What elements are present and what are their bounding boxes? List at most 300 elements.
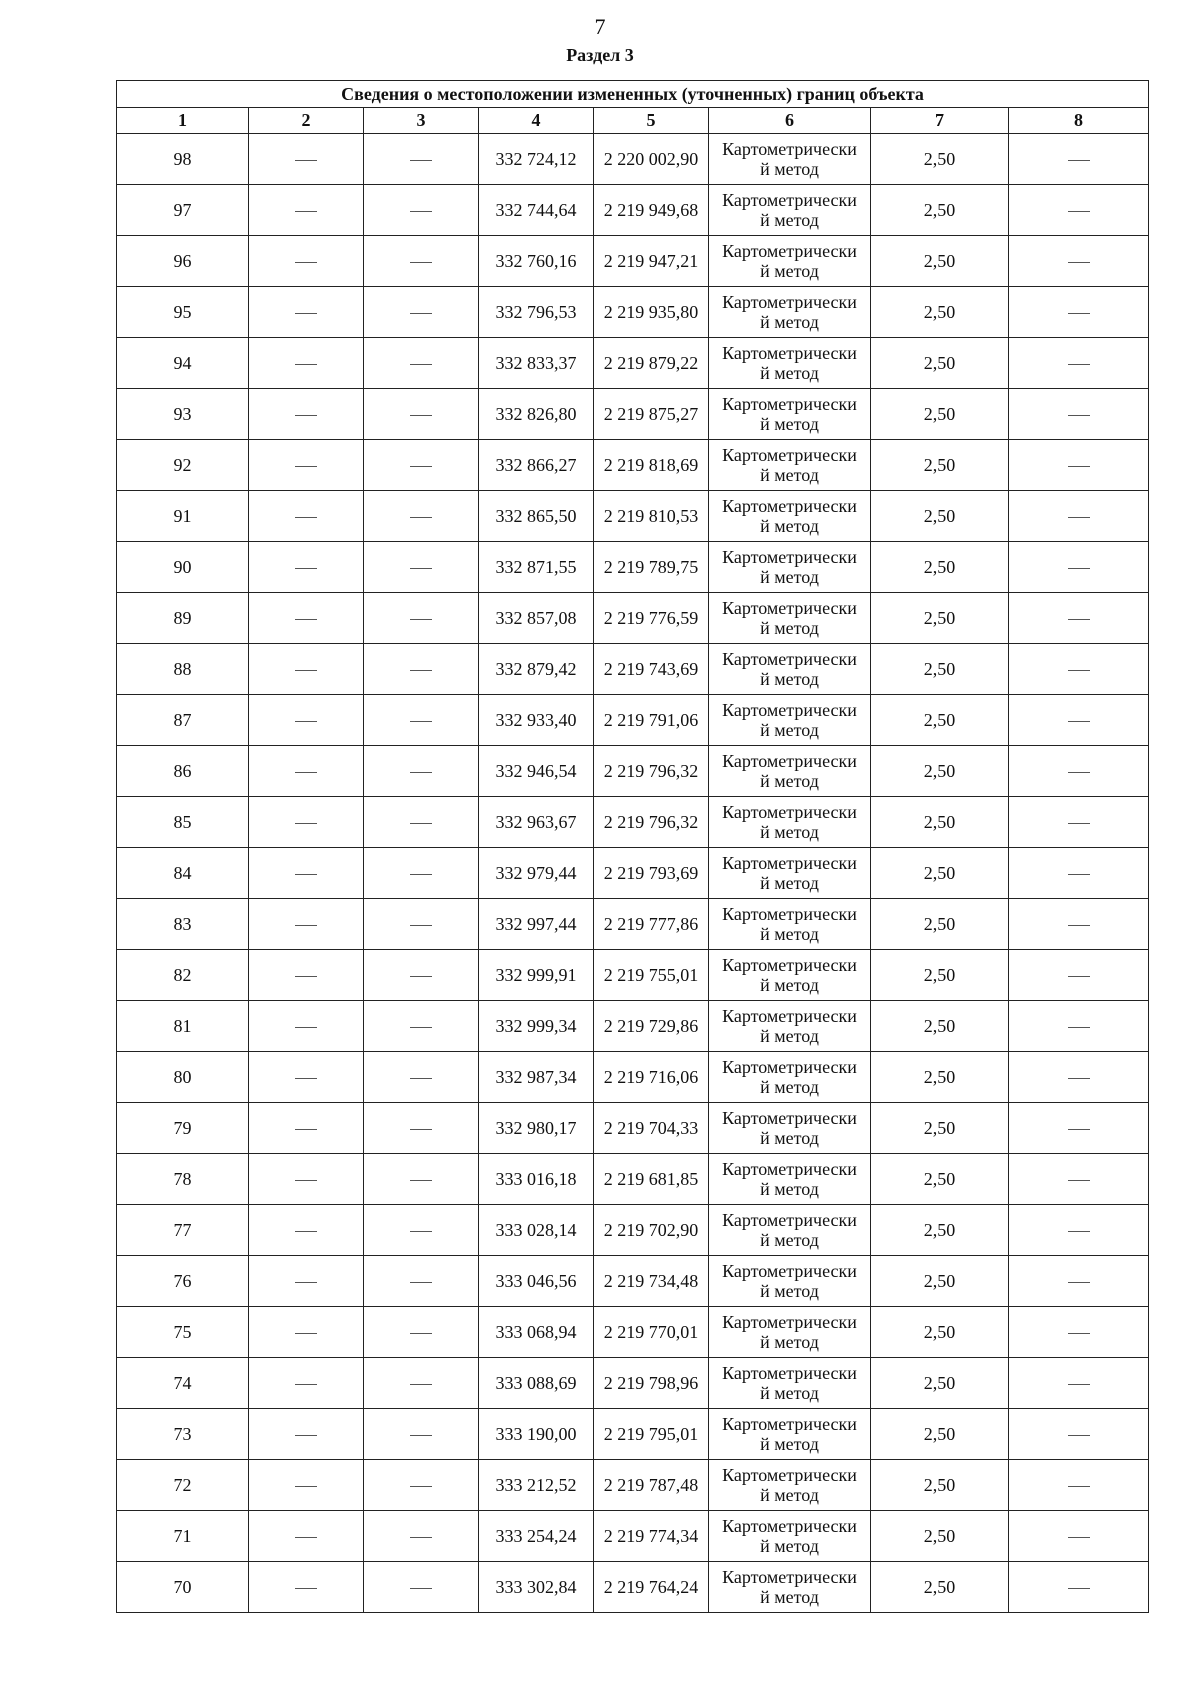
accuracy-cell: 2,50 (871, 848, 1009, 899)
table-row (117, 185, 1149, 236)
method-cell (709, 491, 871, 542)
column-number: 6 (709, 108, 871, 134)
empty-dash (1068, 568, 1090, 569)
column-8-cell (1009, 1562, 1149, 1613)
empty-dash (1068, 1231, 1090, 1232)
method-cell (709, 542, 871, 593)
method-line: Картометрически (722, 1567, 857, 1587)
x-coordinate-cell: 332 744,64 (479, 185, 594, 236)
table-row (117, 338, 1149, 389)
empty-dash (1068, 721, 1090, 722)
table-row (117, 644, 1149, 695)
method-line: Картометрически (722, 853, 857, 873)
empty-dash (410, 619, 432, 620)
point-number-cell: 97 (117, 185, 249, 236)
column-3-cell (364, 1256, 479, 1307)
method-line: й метод (760, 720, 819, 740)
column-2-cell (249, 1460, 364, 1511)
empty-dash (1068, 466, 1090, 467)
y-coordinate-cell: 2 219 791,06 (594, 695, 709, 746)
empty-dash (410, 1435, 432, 1436)
table-row (117, 1358, 1149, 1409)
column-8-cell (1009, 1358, 1149, 1409)
column-number: 5 (594, 108, 709, 134)
table-row (117, 440, 1149, 491)
y-coordinate-cell: 2 220 002,90 (594, 134, 709, 185)
table-row (117, 1307, 1149, 1358)
empty-dash (1068, 1537, 1090, 1538)
column-2-cell (249, 1256, 364, 1307)
column-3-cell (364, 1358, 479, 1409)
table-body (117, 134, 1149, 1613)
method-line: Картометрически (722, 1108, 857, 1128)
column-8-cell (1009, 746, 1149, 797)
method-line: й метод (760, 414, 819, 434)
column-2-cell (249, 848, 364, 899)
column-2-cell (249, 695, 364, 746)
column-2-cell (249, 899, 364, 950)
method-cell (709, 1511, 871, 1562)
method-line: Картометрически (722, 700, 857, 720)
accuracy-cell: 2,50 (871, 1103, 1009, 1154)
accuracy-cell: 2,50 (871, 1001, 1009, 1052)
empty-dash (1068, 415, 1090, 416)
column-3-cell (364, 338, 479, 389)
column-2-cell (249, 1052, 364, 1103)
method-line: Картометрически (722, 598, 857, 618)
y-coordinate-cell: 2 219 818,69 (594, 440, 709, 491)
column-8-cell (1009, 1205, 1149, 1256)
y-coordinate-cell: 2 219 875,27 (594, 389, 709, 440)
accuracy-cell: 2,50 (871, 644, 1009, 695)
empty-dash (295, 415, 317, 416)
column-3-cell (364, 950, 479, 1001)
column-3-cell (364, 1307, 479, 1358)
method-cell (709, 1358, 871, 1409)
empty-dash (295, 313, 317, 314)
column-number: 7 (871, 108, 1009, 134)
empty-dash (295, 517, 317, 518)
point-number-cell: 90 (117, 542, 249, 593)
column-2-cell (249, 1307, 364, 1358)
column-2-cell (249, 287, 364, 338)
x-coordinate-cell: 333 016,18 (479, 1154, 594, 1205)
y-coordinate-cell: 2 219 774,34 (594, 1511, 709, 1562)
column-2-cell (249, 491, 364, 542)
y-coordinate-cell: 2 219 879,22 (594, 338, 709, 389)
y-coordinate-cell: 2 219 776,59 (594, 593, 709, 644)
empty-dash (295, 1333, 317, 1334)
method-line: Картометрически (722, 802, 857, 822)
method-cell (709, 1001, 871, 1052)
column-3-cell (364, 1562, 479, 1613)
x-coordinate-cell: 332 980,17 (479, 1103, 594, 1154)
column-8-cell (1009, 1511, 1149, 1562)
accuracy-cell: 2,50 (871, 389, 1009, 440)
x-coordinate-cell: 332 796,53 (479, 287, 594, 338)
method-cell (709, 1460, 871, 1511)
column-2-cell (249, 797, 364, 848)
method-line: Картометрически (722, 649, 857, 669)
column-2-cell (249, 1511, 364, 1562)
accuracy-cell: 2,50 (871, 338, 1009, 389)
empty-dash (410, 1588, 432, 1589)
point-number-cell: 82 (117, 950, 249, 1001)
empty-dash (295, 1588, 317, 1589)
table-row (117, 236, 1149, 287)
method-line: й метод (760, 1026, 819, 1046)
method-cell (709, 644, 871, 695)
x-coordinate-cell: 332 999,91 (479, 950, 594, 1001)
empty-dash (1068, 1078, 1090, 1079)
empty-dash (295, 1486, 317, 1487)
method-line: Картометрически (722, 1465, 857, 1485)
accuracy-cell: 2,50 (871, 1460, 1009, 1511)
point-number-cell: 71 (117, 1511, 249, 1562)
point-number-cell: 89 (117, 593, 249, 644)
y-coordinate-cell: 2 219 787,48 (594, 1460, 709, 1511)
method-line: й метод (760, 1281, 819, 1301)
column-3-cell (364, 1001, 479, 1052)
empty-dash (1068, 160, 1090, 161)
method-line: й метод (760, 1230, 819, 1250)
empty-dash (295, 1384, 317, 1385)
y-coordinate-cell: 2 219 764,24 (594, 1562, 709, 1613)
column-8-cell (1009, 185, 1149, 236)
column-2-cell (249, 134, 364, 185)
y-coordinate-cell: 2 219 798,96 (594, 1358, 709, 1409)
method-line: Картометрически (722, 1210, 857, 1230)
table-row (117, 134, 1149, 185)
empty-dash (295, 160, 317, 161)
empty-dash (410, 466, 432, 467)
method-line: Картометрически (722, 904, 857, 924)
column-3-cell (364, 491, 479, 542)
empty-dash (295, 721, 317, 722)
column-3-cell (364, 185, 479, 236)
empty-dash (410, 364, 432, 365)
empty-dash (1068, 1435, 1090, 1436)
x-coordinate-cell: 332 946,54 (479, 746, 594, 797)
method-cell (709, 1154, 871, 1205)
column-8-cell (1009, 695, 1149, 746)
empty-dash (295, 772, 317, 773)
accuracy-cell: 2,50 (871, 1511, 1009, 1562)
empty-dash (1068, 1027, 1090, 1028)
empty-dash (295, 568, 317, 569)
point-number-cell: 78 (117, 1154, 249, 1205)
empty-dash (410, 415, 432, 416)
method-cell (709, 185, 871, 236)
method-line: й метод (760, 312, 819, 332)
method-line: й метод (760, 1434, 819, 1454)
column-3-cell (364, 1460, 479, 1511)
column-2-cell (249, 542, 364, 593)
column-3-cell (364, 389, 479, 440)
column-number: 4 (479, 108, 594, 134)
point-number-cell: 80 (117, 1052, 249, 1103)
column-8-cell (1009, 593, 1149, 644)
empty-dash (295, 976, 317, 977)
y-coordinate-cell: 2 219 777,86 (594, 899, 709, 950)
method-line: Картометрически (722, 241, 857, 261)
column-8-cell (1009, 1307, 1149, 1358)
column-2-cell (249, 1205, 364, 1256)
x-coordinate-cell: 332 724,12 (479, 134, 594, 185)
method-line: й метод (760, 1587, 819, 1607)
column-3-cell (364, 1103, 479, 1154)
method-cell (709, 593, 871, 644)
method-line: й метод (760, 567, 819, 587)
column-number: 1 (117, 108, 249, 134)
x-coordinate-cell: 332 866,27 (479, 440, 594, 491)
empty-dash (410, 925, 432, 926)
empty-dash (410, 160, 432, 161)
column-3-cell (364, 134, 479, 185)
method-line: Картометрически (722, 1159, 857, 1179)
empty-dash (410, 1180, 432, 1181)
point-number-cell: 91 (117, 491, 249, 542)
empty-dash (410, 568, 432, 569)
method-cell (709, 695, 871, 746)
empty-dash (295, 1231, 317, 1232)
table-caption: Сведения о местоположении измененных (уточненных) границ объекта (117, 81, 1149, 108)
y-coordinate-cell: 2 219 796,32 (594, 797, 709, 848)
accuracy-cell: 2,50 (871, 491, 1009, 542)
table-row (117, 1052, 1149, 1103)
method-cell (709, 440, 871, 491)
accuracy-cell: 2,50 (871, 1562, 1009, 1613)
accuracy-cell: 2,50 (871, 287, 1009, 338)
x-coordinate-cell: 332 987,34 (479, 1052, 594, 1103)
point-number-cell: 74 (117, 1358, 249, 1409)
empty-dash (1068, 517, 1090, 518)
table-row (117, 746, 1149, 797)
column-8-cell (1009, 440, 1149, 491)
column-3-cell (364, 797, 479, 848)
point-number-cell: 87 (117, 695, 249, 746)
empty-dash (295, 1078, 317, 1079)
accuracy-cell: 2,50 (871, 440, 1009, 491)
method-line: Картометрически (722, 955, 857, 975)
column-number: 8 (1009, 108, 1149, 134)
method-cell (709, 1052, 871, 1103)
column-2-cell (249, 746, 364, 797)
point-number-cell: 92 (117, 440, 249, 491)
empty-dash (410, 1333, 432, 1334)
accuracy-cell: 2,50 (871, 695, 1009, 746)
method-line: Картометрически (722, 1516, 857, 1536)
method-line: Картометрически (722, 292, 857, 312)
column-3-cell (364, 440, 479, 491)
empty-dash (1068, 1384, 1090, 1385)
column-8-cell (1009, 797, 1149, 848)
column-8-cell (1009, 899, 1149, 950)
empty-dash (295, 619, 317, 620)
column-2-cell (249, 1562, 364, 1613)
column-8-cell (1009, 287, 1149, 338)
method-line: й метод (760, 669, 819, 689)
accuracy-cell: 2,50 (871, 1409, 1009, 1460)
column-8-cell (1009, 1154, 1149, 1205)
method-cell (709, 287, 871, 338)
y-coordinate-cell: 2 219 796,32 (594, 746, 709, 797)
x-coordinate-cell: 332 979,44 (479, 848, 594, 899)
column-8-cell (1009, 491, 1149, 542)
empty-dash (410, 1078, 432, 1079)
y-coordinate-cell: 2 219 949,68 (594, 185, 709, 236)
empty-dash (410, 1384, 432, 1385)
method-line: й метод (760, 924, 819, 944)
accuracy-cell: 2,50 (871, 797, 1009, 848)
column-2-cell (249, 1358, 364, 1409)
method-line: Картометрически (722, 1057, 857, 1077)
column-3-cell (364, 899, 479, 950)
empty-dash (295, 874, 317, 875)
method-line: й метод (760, 771, 819, 791)
column-8-cell (1009, 644, 1149, 695)
point-number-cell: 83 (117, 899, 249, 950)
table-row (117, 1103, 1149, 1154)
empty-dash (295, 1282, 317, 1283)
x-coordinate-cell: 332 826,80 (479, 389, 594, 440)
x-coordinate-cell: 332 871,55 (479, 542, 594, 593)
column-8-cell (1009, 1052, 1149, 1103)
method-line: й метод (760, 516, 819, 536)
column-3-cell (364, 287, 479, 338)
table-row (117, 389, 1149, 440)
method-line: Картометрически (722, 1363, 857, 1383)
x-coordinate-cell: 333 028,14 (479, 1205, 594, 1256)
column-8-cell (1009, 1256, 1149, 1307)
table-row (117, 1460, 1149, 1511)
empty-dash (410, 262, 432, 263)
table-row (117, 542, 1149, 593)
point-number-cell: 98 (117, 134, 249, 185)
method-line: Картометрически (722, 1006, 857, 1026)
empty-dash (410, 1027, 432, 1028)
boundary-coordinates-table (116, 80, 1149, 1613)
method-cell (709, 134, 871, 185)
empty-dash (1068, 874, 1090, 875)
y-coordinate-cell: 2 219 810,53 (594, 491, 709, 542)
y-coordinate-cell: 2 219 734,48 (594, 1256, 709, 1307)
accuracy-cell: 2,50 (871, 593, 1009, 644)
column-8-cell (1009, 848, 1149, 899)
table-row (117, 950, 1149, 1001)
column-3-cell (364, 695, 479, 746)
column-3-cell (364, 1511, 479, 1562)
column-3-cell (364, 1205, 479, 1256)
x-coordinate-cell: 333 190,00 (479, 1409, 594, 1460)
column-8-cell (1009, 338, 1149, 389)
point-number-cell: 79 (117, 1103, 249, 1154)
y-coordinate-cell: 2 219 795,01 (594, 1409, 709, 1460)
empty-dash (410, 1129, 432, 1130)
empty-dash (1068, 772, 1090, 773)
method-line: Картометрически (722, 445, 857, 465)
column-8-cell (1009, 542, 1149, 593)
point-number-cell: 86 (117, 746, 249, 797)
empty-dash (295, 1129, 317, 1130)
method-cell (709, 1256, 871, 1307)
y-coordinate-cell: 2 219 793,69 (594, 848, 709, 899)
y-coordinate-cell: 2 219 947,21 (594, 236, 709, 287)
method-line: й метод (760, 618, 819, 638)
column-8-cell (1009, 1103, 1149, 1154)
x-coordinate-cell: 333 046,56 (479, 1256, 594, 1307)
empty-dash (410, 313, 432, 314)
column-2-cell (249, 389, 364, 440)
column-number: 2 (249, 108, 364, 134)
column-2-cell (249, 1154, 364, 1205)
column-number: 3 (364, 108, 479, 134)
column-8-cell (1009, 389, 1149, 440)
y-coordinate-cell: 2 219 770,01 (594, 1307, 709, 1358)
column-2-cell (249, 950, 364, 1001)
method-cell (709, 848, 871, 899)
method-line: й метод (760, 1332, 819, 1352)
column-2-cell (249, 644, 364, 695)
method-cell (709, 1205, 871, 1256)
table-row (117, 1001, 1149, 1052)
accuracy-cell: 2,50 (871, 1205, 1009, 1256)
method-line: Картометрически (722, 496, 857, 516)
accuracy-cell: 2,50 (871, 950, 1009, 1001)
method-line: й метод (760, 1077, 819, 1097)
accuracy-cell: 2,50 (871, 1307, 1009, 1358)
table-row (117, 797, 1149, 848)
accuracy-cell: 2,50 (871, 1256, 1009, 1307)
empty-dash (295, 466, 317, 467)
empty-dash (1068, 1282, 1090, 1283)
x-coordinate-cell: 333 212,52 (479, 1460, 594, 1511)
column-2-cell (249, 593, 364, 644)
x-coordinate-cell: 332 760,16 (479, 236, 594, 287)
accuracy-cell: 2,50 (871, 746, 1009, 797)
method-line: Картометрически (722, 1261, 857, 1281)
empty-dash (1068, 823, 1090, 824)
accuracy-cell: 2,50 (871, 134, 1009, 185)
empty-dash (295, 1180, 317, 1181)
empty-dash (295, 262, 317, 263)
method-cell (709, 1103, 871, 1154)
y-coordinate-cell: 2 219 702,90 (594, 1205, 709, 1256)
point-number-cell: 88 (117, 644, 249, 695)
table-row (117, 695, 1149, 746)
table-row (117, 287, 1149, 338)
method-line: й метод (760, 1536, 819, 1556)
empty-dash (295, 925, 317, 926)
column-3-cell (364, 848, 479, 899)
x-coordinate-cell: 333 068,94 (479, 1307, 594, 1358)
empty-dash (410, 1537, 432, 1538)
column-8-cell (1009, 1001, 1149, 1052)
column-2-cell (249, 236, 364, 287)
point-number-cell: 85 (117, 797, 249, 848)
empty-dash (1068, 313, 1090, 314)
page-number: 7 (594, 14, 606, 39)
table-row (117, 593, 1149, 644)
x-coordinate-cell: 332 933,40 (479, 695, 594, 746)
column-2-cell (249, 1001, 364, 1052)
method-line: й метод (760, 822, 819, 842)
method-cell (709, 797, 871, 848)
y-coordinate-cell: 2 219 681,85 (594, 1154, 709, 1205)
column-3-cell (364, 542, 479, 593)
empty-dash (410, 721, 432, 722)
column-2-cell (249, 338, 364, 389)
